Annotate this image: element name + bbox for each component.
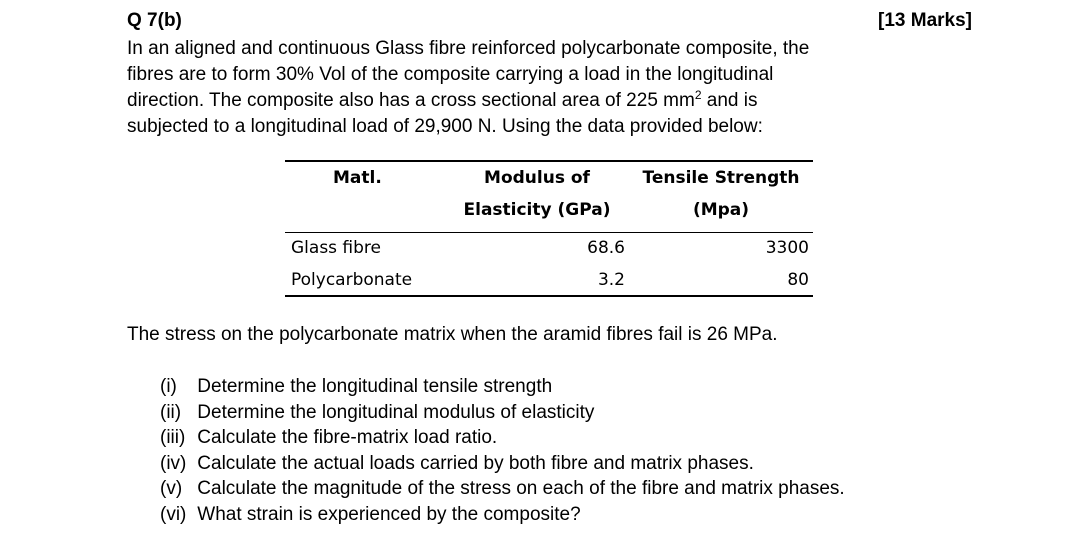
task-marker: (iii) <box>160 427 186 448</box>
row-material: Glass fibre <box>291 238 382 258</box>
task-item <box>160 400 1040 426</box>
intro-text: and is <box>706 90 758 111</box>
question-marks: [13 Marks] <box>878 10 972 31</box>
row-material: Polycarbonate <box>291 270 413 290</box>
row-modulus: 68.6 <box>587 238 625 258</box>
task-marker: (ii) <box>160 401 182 423</box>
task-marker: (i) <box>160 376 177 397</box>
task-item <box>160 374 1040 400</box>
intro-line: fibres are to form 30% Vol of the composite carrying a load in the longitudinal <box>127 64 774 85</box>
task-list <box>160 374 1040 527</box>
task-marker: (iv) <box>160 452 187 474</box>
task-item <box>160 425 1040 451</box>
task-text: Determine the longitudinal modulus of elasticity <box>197 401 595 423</box>
task-text: Calculate the fibre-matrix load ratio. <box>197 427 498 448</box>
header-modulus-line1: Modulus of <box>484 168 590 188</box>
intro-line: subjected to a longitudinal load of 29,900 N. Using the data provided below: <box>127 116 763 137</box>
header-modulus-line2: Elasticity (GPa) <box>463 200 611 220</box>
task-text: Calculate the actual loads carried by both fibre and matrix phases. <box>197 452 754 474</box>
question-intro <box>127 36 977 140</box>
question-header <box>127 10 972 36</box>
row-strength: 3300 <box>765 238 809 258</box>
intro-line <box>127 88 977 114</box>
header-strength-line1: Tensile Strength <box>642 168 800 188</box>
table-bottom-rule <box>285 295 813 297</box>
row-modulus: 3.2 <box>597 270 625 290</box>
task-item <box>160 451 1040 477</box>
task-item <box>160 502 1040 528</box>
task-marker: (v) <box>160 478 183 499</box>
task-text: Calculate the magnitude of the stress on each of the fibre and matrix phases. <box>197 478 845 499</box>
header-material: Matl. <box>333 168 382 188</box>
stress-note: The stress on the polycarbonate matrix when the aramid fibres fail is 26 MPa. <box>127 324 778 345</box>
task-marker: (vi) <box>160 503 187 525</box>
header-strength-line2: (Mpa) <box>692 200 750 220</box>
task-text: What strain is experienced by the composite? <box>197 503 581 525</box>
task-item <box>160 476 1040 502</box>
intro-line: In an aligned and continuous Glass fibre reinforced polycarbonate composite, the <box>127 38 810 59</box>
area-superscript: 2 <box>694 88 702 102</box>
intro-text: direction. The composite also has a cross sectional area of 225 mm <box>127 90 695 111</box>
question-number: Q 7(b) <box>127 10 182 31</box>
task-text: Determine the longitudinal tensile strength <box>197 376 553 397</box>
row-strength: 80 <box>787 270 809 290</box>
material-properties-table <box>285 158 813 298</box>
